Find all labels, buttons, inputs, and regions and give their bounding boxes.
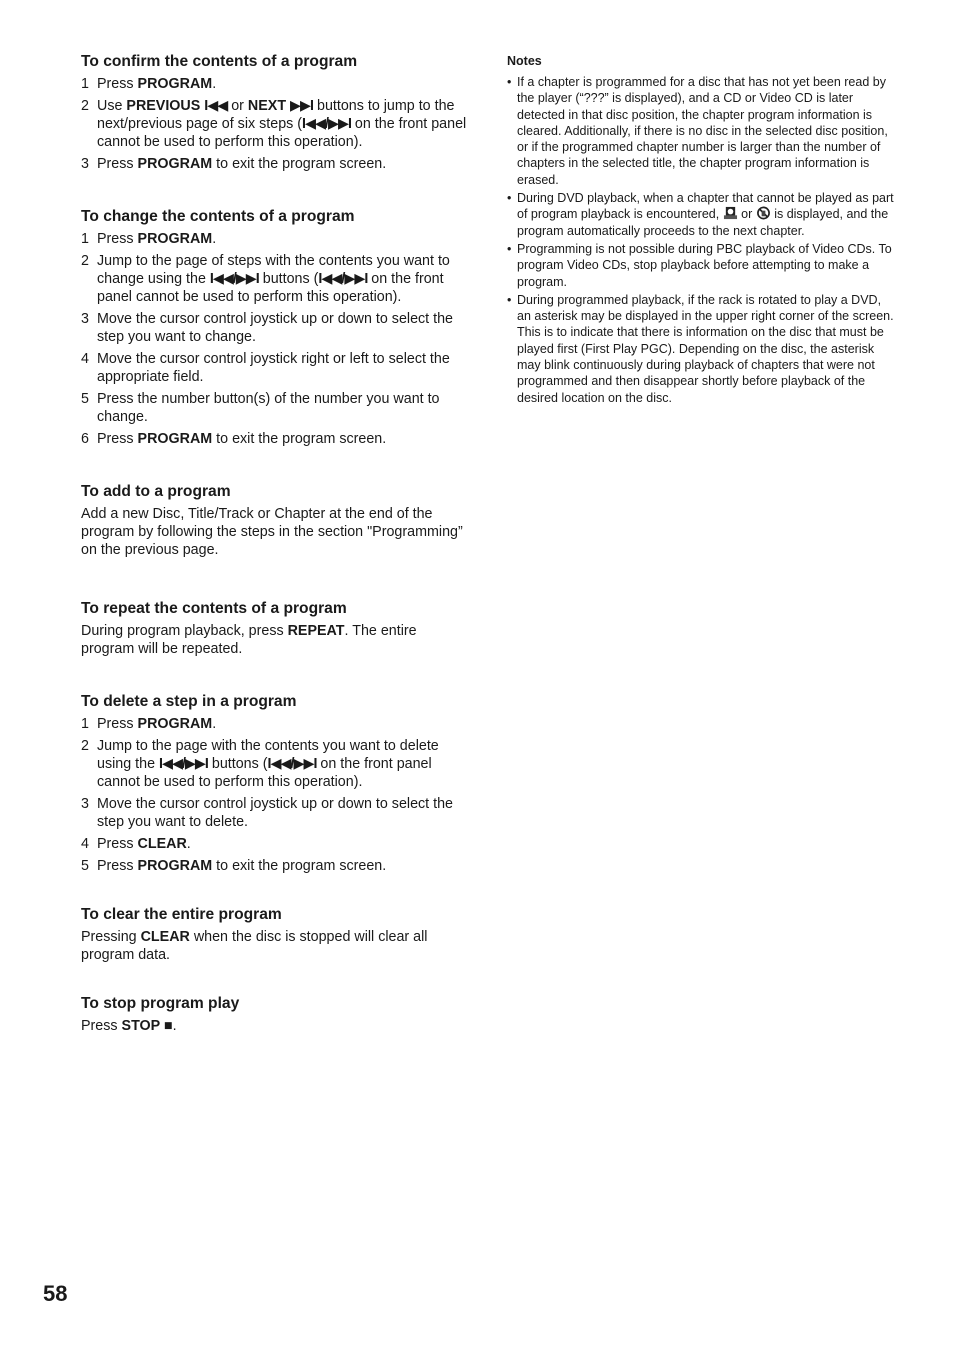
notes-heading: Notes — [507, 54, 542, 68]
note-item: • During programmed playback, if the rack is rotated to play a DVD, an asterisk may be displayed in the upper right corner of the screen. This is to indicate that there is information on the disc that must be played first (First Play PGC). Depending on the disc, the asterisk may blink continuously during playback of chapters that were not programmed and then disappear shortly before playback of the desired location on the disc. — [507, 292, 894, 405]
step-item: 6 Press PROGRAM to exit the program screen. — [81, 431, 387, 447]
left-column — [81, 52, 473, 1056]
step-item: 4 Press CLEAR. — [81, 836, 191, 852]
step-item: 2 Use PREVIOUS I◀◀ or NEXT ▶▶I buttons to jump to the next/previous page of six steps (I◀◀/▶▶I on the front panel cannot be used to perform this operation). — [81, 98, 467, 150]
page-number: 58 — [43, 1281, 68, 1306]
section-text: During program playback, press REPEAT. The entire program will be repeated. — [81, 623, 417, 657]
prev-next-icon: I◀◀/▶▶I — [159, 756, 208, 772]
section-heading: To confirm the contents of a program — [81, 53, 358, 70]
section-heading: To clear the entire program — [81, 906, 282, 923]
step-item: 4 Move the cursor control joystick right or left to select the appropriate field. — [81, 351, 450, 385]
section-add-program — [81, 482, 473, 559]
section-text: Press STOP ■. — [81, 1018, 177, 1034]
step-item: 3 Move the cursor control joystick up or down to select the step you want to delete. — [81, 796, 453, 830]
section-heading: To repeat the contents of a program — [81, 600, 347, 617]
step-item: 3 Press PROGRAM to exit the program screen. — [81, 156, 387, 172]
step-item: 2 Jump to the page with the contents you want to delete using the I◀◀/▶▶I buttons (I◀◀/▶▶I on the front panel cannot be used to perform this operation). — [81, 738, 439, 790]
section-text: Add a new Disc, Title/Track or Chapter at the end of the program by following the steps in the section "Programming” on the previous page. — [81, 506, 463, 558]
section-repeat-program — [81, 599, 473, 658]
prev-next-icon: I◀◀/▶▶I — [302, 116, 351, 132]
bullet: • — [507, 292, 512, 307]
section-stop-program — [81, 994, 473, 1035]
step-item: 1 Press PROGRAM. — [81, 231, 217, 247]
bullet: • — [507, 241, 512, 256]
section-heading: To delete a step in a program — [81, 693, 297, 710]
prev-next-icon: I◀◀/▶▶I — [267, 756, 317, 772]
step-item: 2 Jump to the page of steps with the contents you want to change using the I◀◀/▶▶I buttons (I◀◀/▶▶I on the front panel cannot be used to perform this operation). — [81, 253, 450, 305]
prohibited-disc-icon — [723, 206, 738, 220]
step-item: 5 Press PROGRAM to exit the program screen. — [81, 858, 387, 874]
note-item: • If a chapter is programmed for a disc that has not yet been read by the player (“???” is displayed), and a CD or Video CD is later detected in that disc position, the chapter program information is cleared. Additionally, if there is no disc in the selected disc position, or if the programmed chapter number is larger than the number of chapters in the selected title, the chapter program information is erased. — [507, 75, 888, 187]
section-heading: To add to a program — [81, 483, 231, 500]
section-heading: To change the contents of a program — [81, 208, 355, 225]
step-item: 1 Press PROGRAM. — [81, 76, 217, 92]
section-change-program — [81, 207, 473, 448]
section-confirm-program — [81, 52, 473, 173]
bullet: • — [507, 191, 512, 206]
prev-next-icon: I◀◀/▶▶I — [209, 271, 259, 287]
section-text: Pressing CLEAR when the disc is stopped will clear all program data. — [81, 929, 428, 963]
step-item: 1 Press PROGRAM. — [81, 716, 217, 732]
prohibited-hand-icon — [756, 206, 771, 220]
next-icon: ▶▶I — [290, 98, 314, 114]
step-item: 5 Press the number button(s) of the number you want to change. — [81, 391, 440, 425]
bullet: • — [507, 75, 512, 89]
section-delete-step — [81, 692, 473, 875]
previous-icon: I◀◀ — [204, 98, 228, 114]
notes-column — [507, 52, 897, 408]
prev-next-icon: I◀◀/▶▶I — [318, 271, 368, 287]
note-item: • During DVD playback, when a chapter that cannot be played as part of program playback is encountered, or is displayed, and the program automatically proceeds to the next chapter. — [507, 191, 894, 238]
note-item: • Programming is not possible during PBC playback of Video CDs. To program Video CDs, stop playback before attempting to make a program. — [507, 241, 892, 289]
section-heading: To stop program play — [81, 995, 240, 1012]
section-clear-program — [81, 905, 473, 964]
step-item: 3 Move the cursor control joystick up or down to select the step you want to change. — [81, 311, 453, 345]
